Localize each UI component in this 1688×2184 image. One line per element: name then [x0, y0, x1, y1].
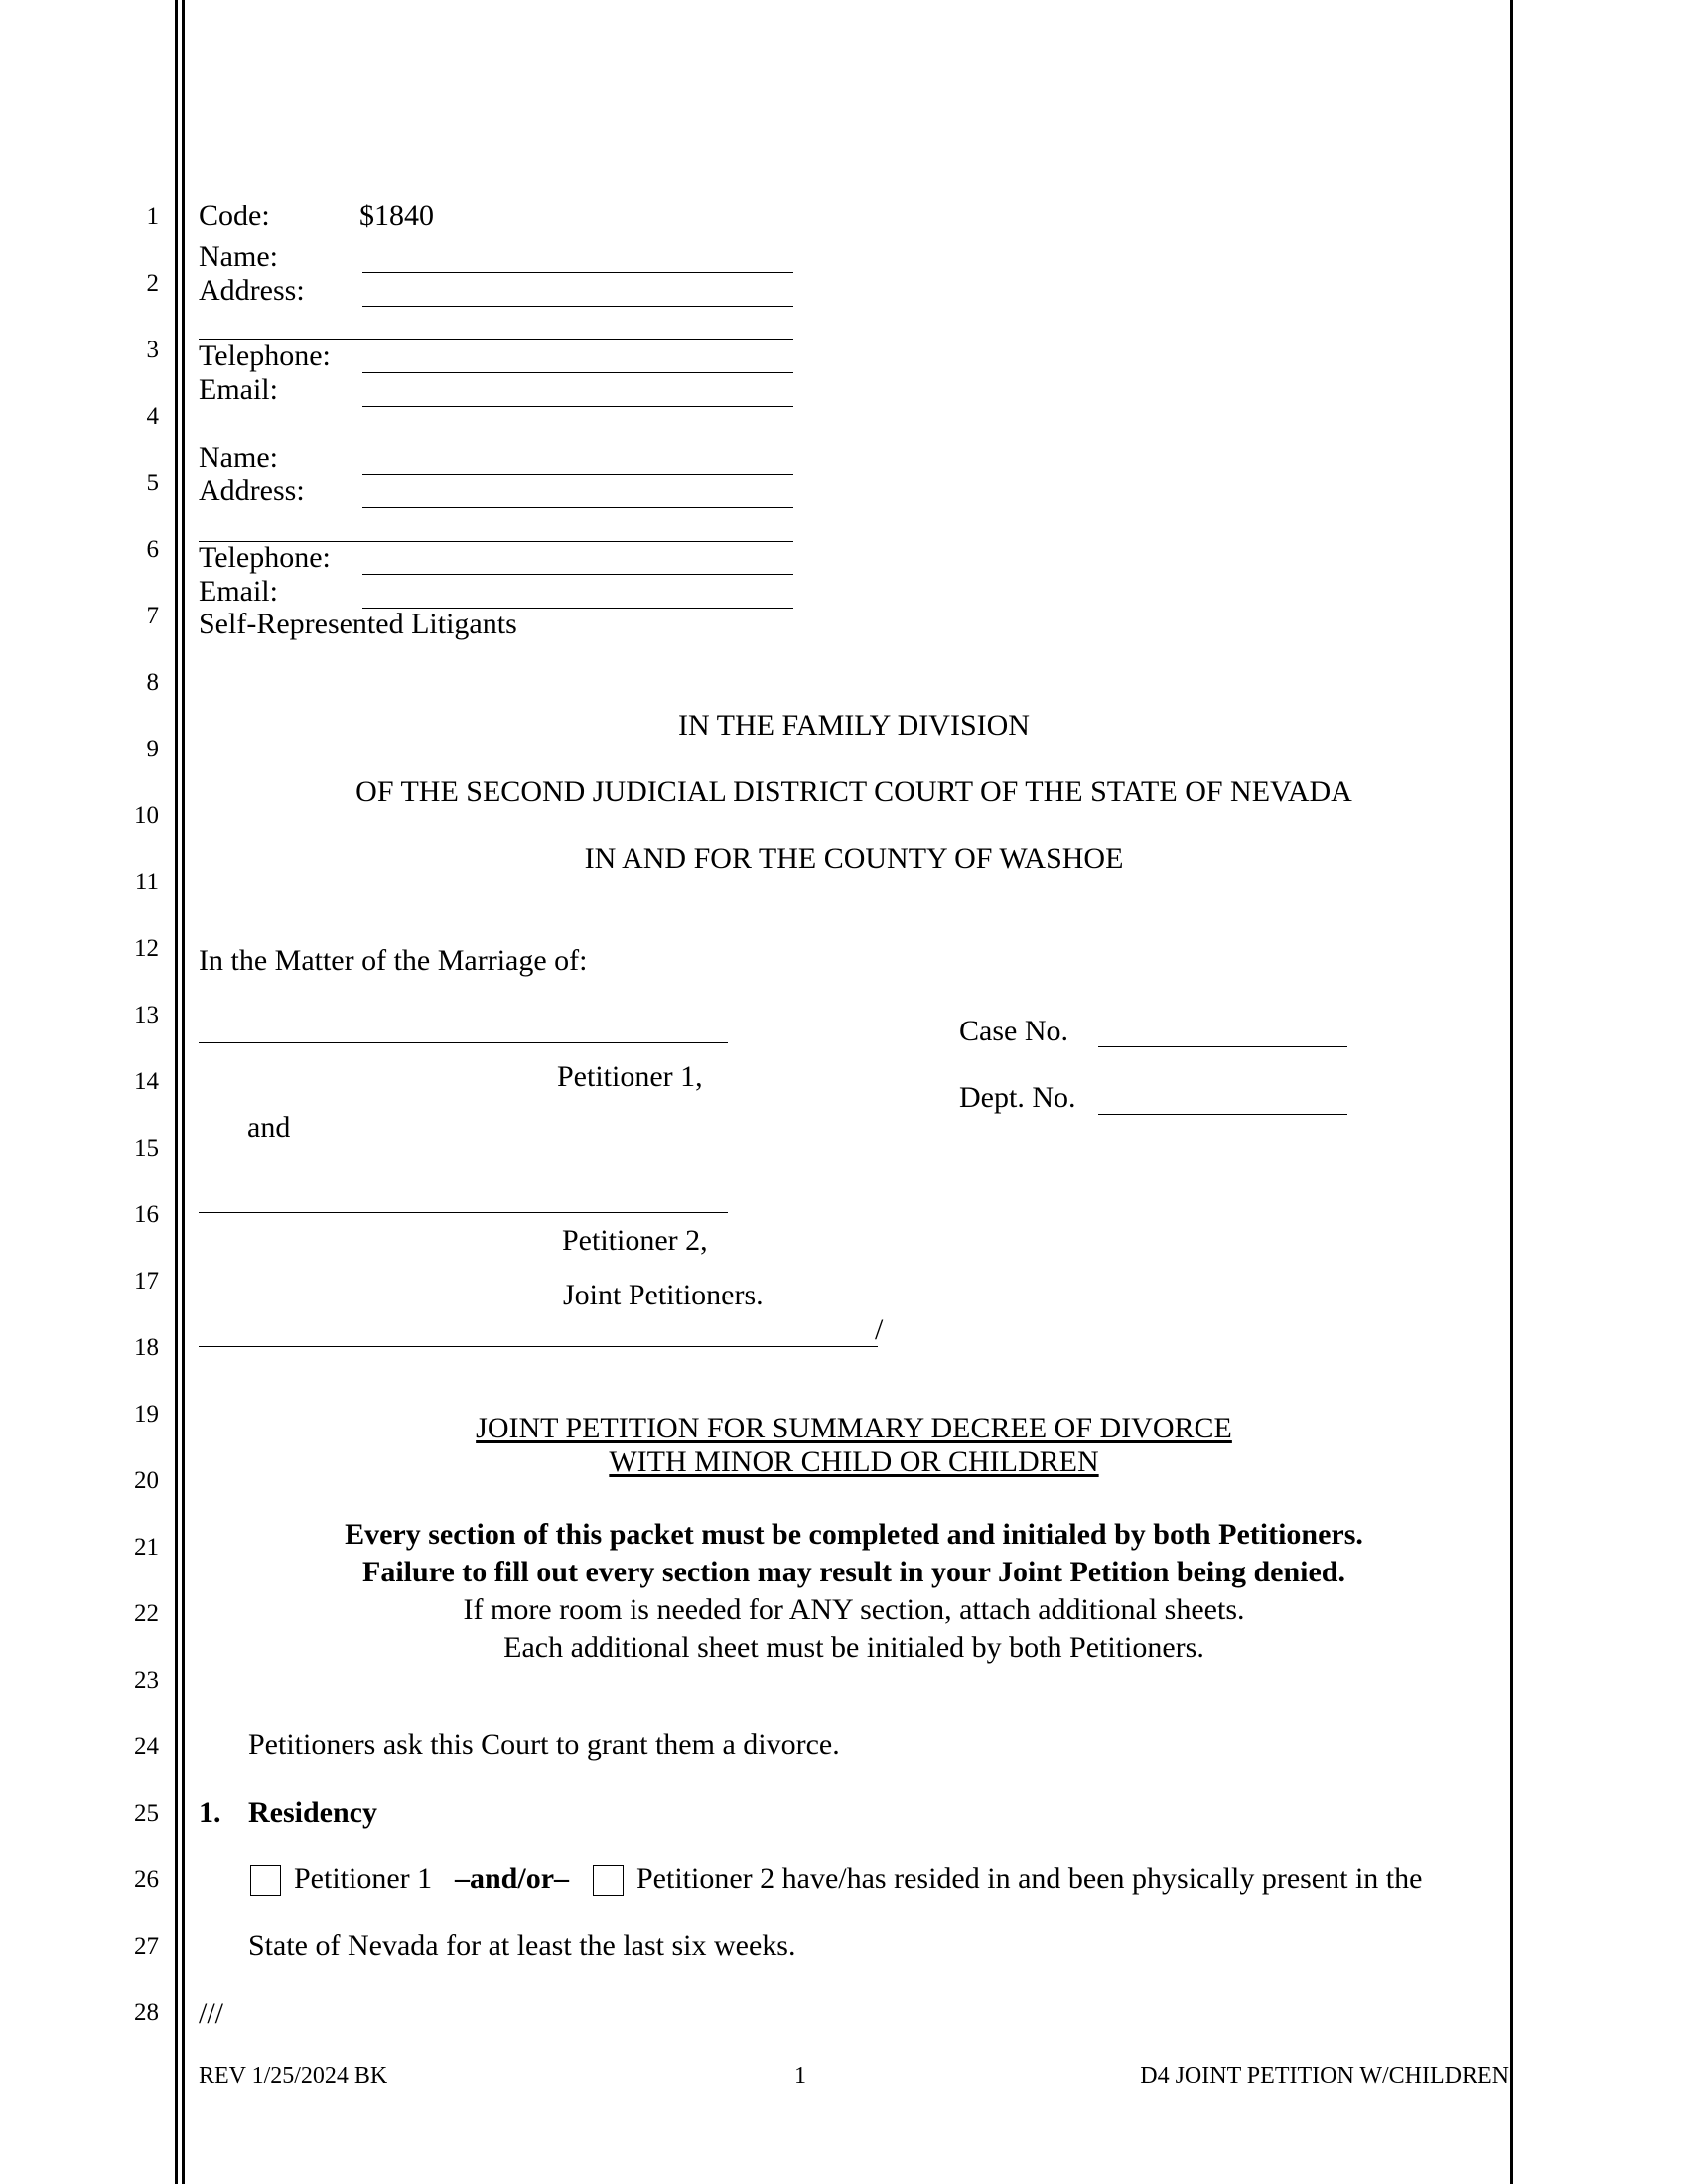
- p1-name-label: Name:: [199, 240, 278, 273]
- line-number: 22: [134, 1600, 159, 1627]
- line-number: 21: [134, 1534, 159, 1561]
- p2-telephone-label: Telephone:: [199, 541, 331, 574]
- footer-page-number: 1: [794, 2063, 806, 2089]
- dept-no-label: Dept. No.: [959, 1081, 1076, 1114]
- court-heading-line3: IN AND FOR THE COUNTY OF WASHOE: [584, 842, 1124, 875]
- line-number: 4: [146, 403, 159, 430]
- continued-marker: ///: [199, 1997, 224, 2030]
- residency-option-1: Petitioner 1: [294, 1862, 433, 1895]
- line-number: 11: [134, 869, 159, 895]
- joint-petitioners-label: Joint Petitioners.: [563, 1279, 764, 1311]
- p2-telephone-field[interactable]: [362, 574, 793, 575]
- line-number: 19: [134, 1401, 159, 1428]
- line-number: 18: [134, 1334, 159, 1361]
- line-number: 26: [134, 1866, 159, 1893]
- line-number: 9: [146, 736, 159, 762]
- footer-form-name: D4 JOINT PETITION W/CHILDREN: [1140, 2063, 1509, 2089]
- petitioner1-residency-checkbox[interactable]: [250, 1865, 281, 1896]
- caption-slash: /: [875, 1313, 884, 1346]
- line-number: 20: [134, 1467, 159, 1494]
- line-number: 12: [134, 935, 159, 962]
- line-number: 1: [146, 204, 159, 230]
- residency-option-2: Petitioner 2 have/has resided in and been physically present in the: [636, 1862, 1423, 1895]
- line-number: 8: [146, 669, 159, 696]
- line-number: 15: [134, 1135, 159, 1161]
- line-number: 24: [134, 1733, 159, 1760]
- line-number: 2: [146, 270, 159, 297]
- line-number: 23: [134, 1667, 159, 1694]
- instruction-bold-2: Failure to fill out every section may result in your Joint Petition being denied.: [362, 1556, 1345, 1588]
- line-number: 28: [134, 1999, 159, 2026]
- p1-telephone-field[interactable]: [362, 372, 793, 373]
- court-heading-line1: IN THE FAMILY DIVISION: [678, 709, 1030, 742]
- case-no-label: Case No.: [959, 1015, 1068, 1047]
- code-value: $1840: [359, 200, 434, 232]
- divorce-request: Petitioners ask this Court to grant them a divorce.: [248, 1728, 840, 1761]
- petitioner2-residency-checkbox[interactable]: [593, 1865, 624, 1896]
- petitioner2-name-field[interactable]: [199, 1212, 728, 1213]
- line-number: 25: [134, 1800, 159, 1827]
- matter-of-marriage: In the Matter of the Marriage of:: [199, 944, 588, 977]
- p2-email-label: Email:: [199, 575, 278, 608]
- instruction-bold-1: Every section of this packet must be completed and initialed by both Petitioners.: [345, 1518, 1363, 1551]
- and-label: and: [247, 1111, 291, 1144]
- case-no-field[interactable]: [1098, 1046, 1347, 1047]
- line-number: 17: [134, 1268, 159, 1295]
- section-number: 1.: [199, 1796, 221, 1829]
- line-number: 3: [146, 337, 159, 363]
- line-number: 5: [146, 470, 159, 496]
- line-number: 13: [134, 1002, 159, 1028]
- line-number: 6: [146, 536, 159, 563]
- p1-address-label: Address:: [199, 274, 305, 307]
- p1-email-field[interactable]: [362, 406, 793, 407]
- p2-address-field[interactable]: [362, 507, 793, 508]
- p2-address-label: Address:: [199, 475, 305, 507]
- instruction-2: Each additional sheet must be initialed by both Petitioners.: [503, 1631, 1204, 1664]
- dept-no-field[interactable]: [1098, 1114, 1347, 1115]
- p1-name-field[interactable]: [362, 272, 793, 273]
- p2-name-field[interactable]: [362, 474, 793, 475]
- line-number: 10: [134, 802, 159, 829]
- litigants-label: Self-Represented Litigants: [199, 608, 517, 640]
- line-number: 14: [134, 1068, 159, 1095]
- p1-email-label: Email:: [199, 373, 278, 406]
- court-heading-line2: OF THE SECOND JUDICIAL DISTRICT COURT OF THE STATE OF NEVADA: [355, 775, 1352, 808]
- footer-revision: REV 1/25/2024 BK: [199, 2063, 388, 2089]
- petition-title-line2: WITH MINOR CHILD OR CHILDREN: [609, 1445, 1099, 1478]
- petition-title-line1: JOINT PETITION FOR SUMMARY DECREE OF DIVORCE: [476, 1412, 1232, 1444]
- petitioner2-label: Petitioner 2,: [562, 1224, 708, 1257]
- caption-bottom-rule: [199, 1346, 878, 1347]
- line-number: 16: [134, 1201, 159, 1228]
- residency-and-or: –and/or–: [455, 1862, 570, 1895]
- petitioner1-name-field[interactable]: [199, 1042, 728, 1043]
- right-margin-rule: [1510, 0, 1513, 2184]
- p2-name-label: Name:: [199, 441, 278, 474]
- line-number: 27: [134, 1933, 159, 1960]
- instruction-1: If more room is needed for ANY section, attach additional sheets.: [463, 1593, 1245, 1626]
- p1-address-field[interactable]: [362, 306, 793, 307]
- petitioner1-label: Petitioner 1,: [557, 1060, 703, 1093]
- line-number: 7: [146, 603, 159, 629]
- p1-telephone-label: Telephone:: [199, 340, 331, 372]
- left-margin-rule-outer: [175, 0, 178, 2184]
- section-title-residency: Residency: [248, 1796, 377, 1829]
- residency-continuation: State of Nevada for at least the last six weeks.: [248, 1929, 796, 1962]
- code-label: Code:: [199, 200, 270, 232]
- left-margin-rule-inner: [182, 0, 185, 2184]
